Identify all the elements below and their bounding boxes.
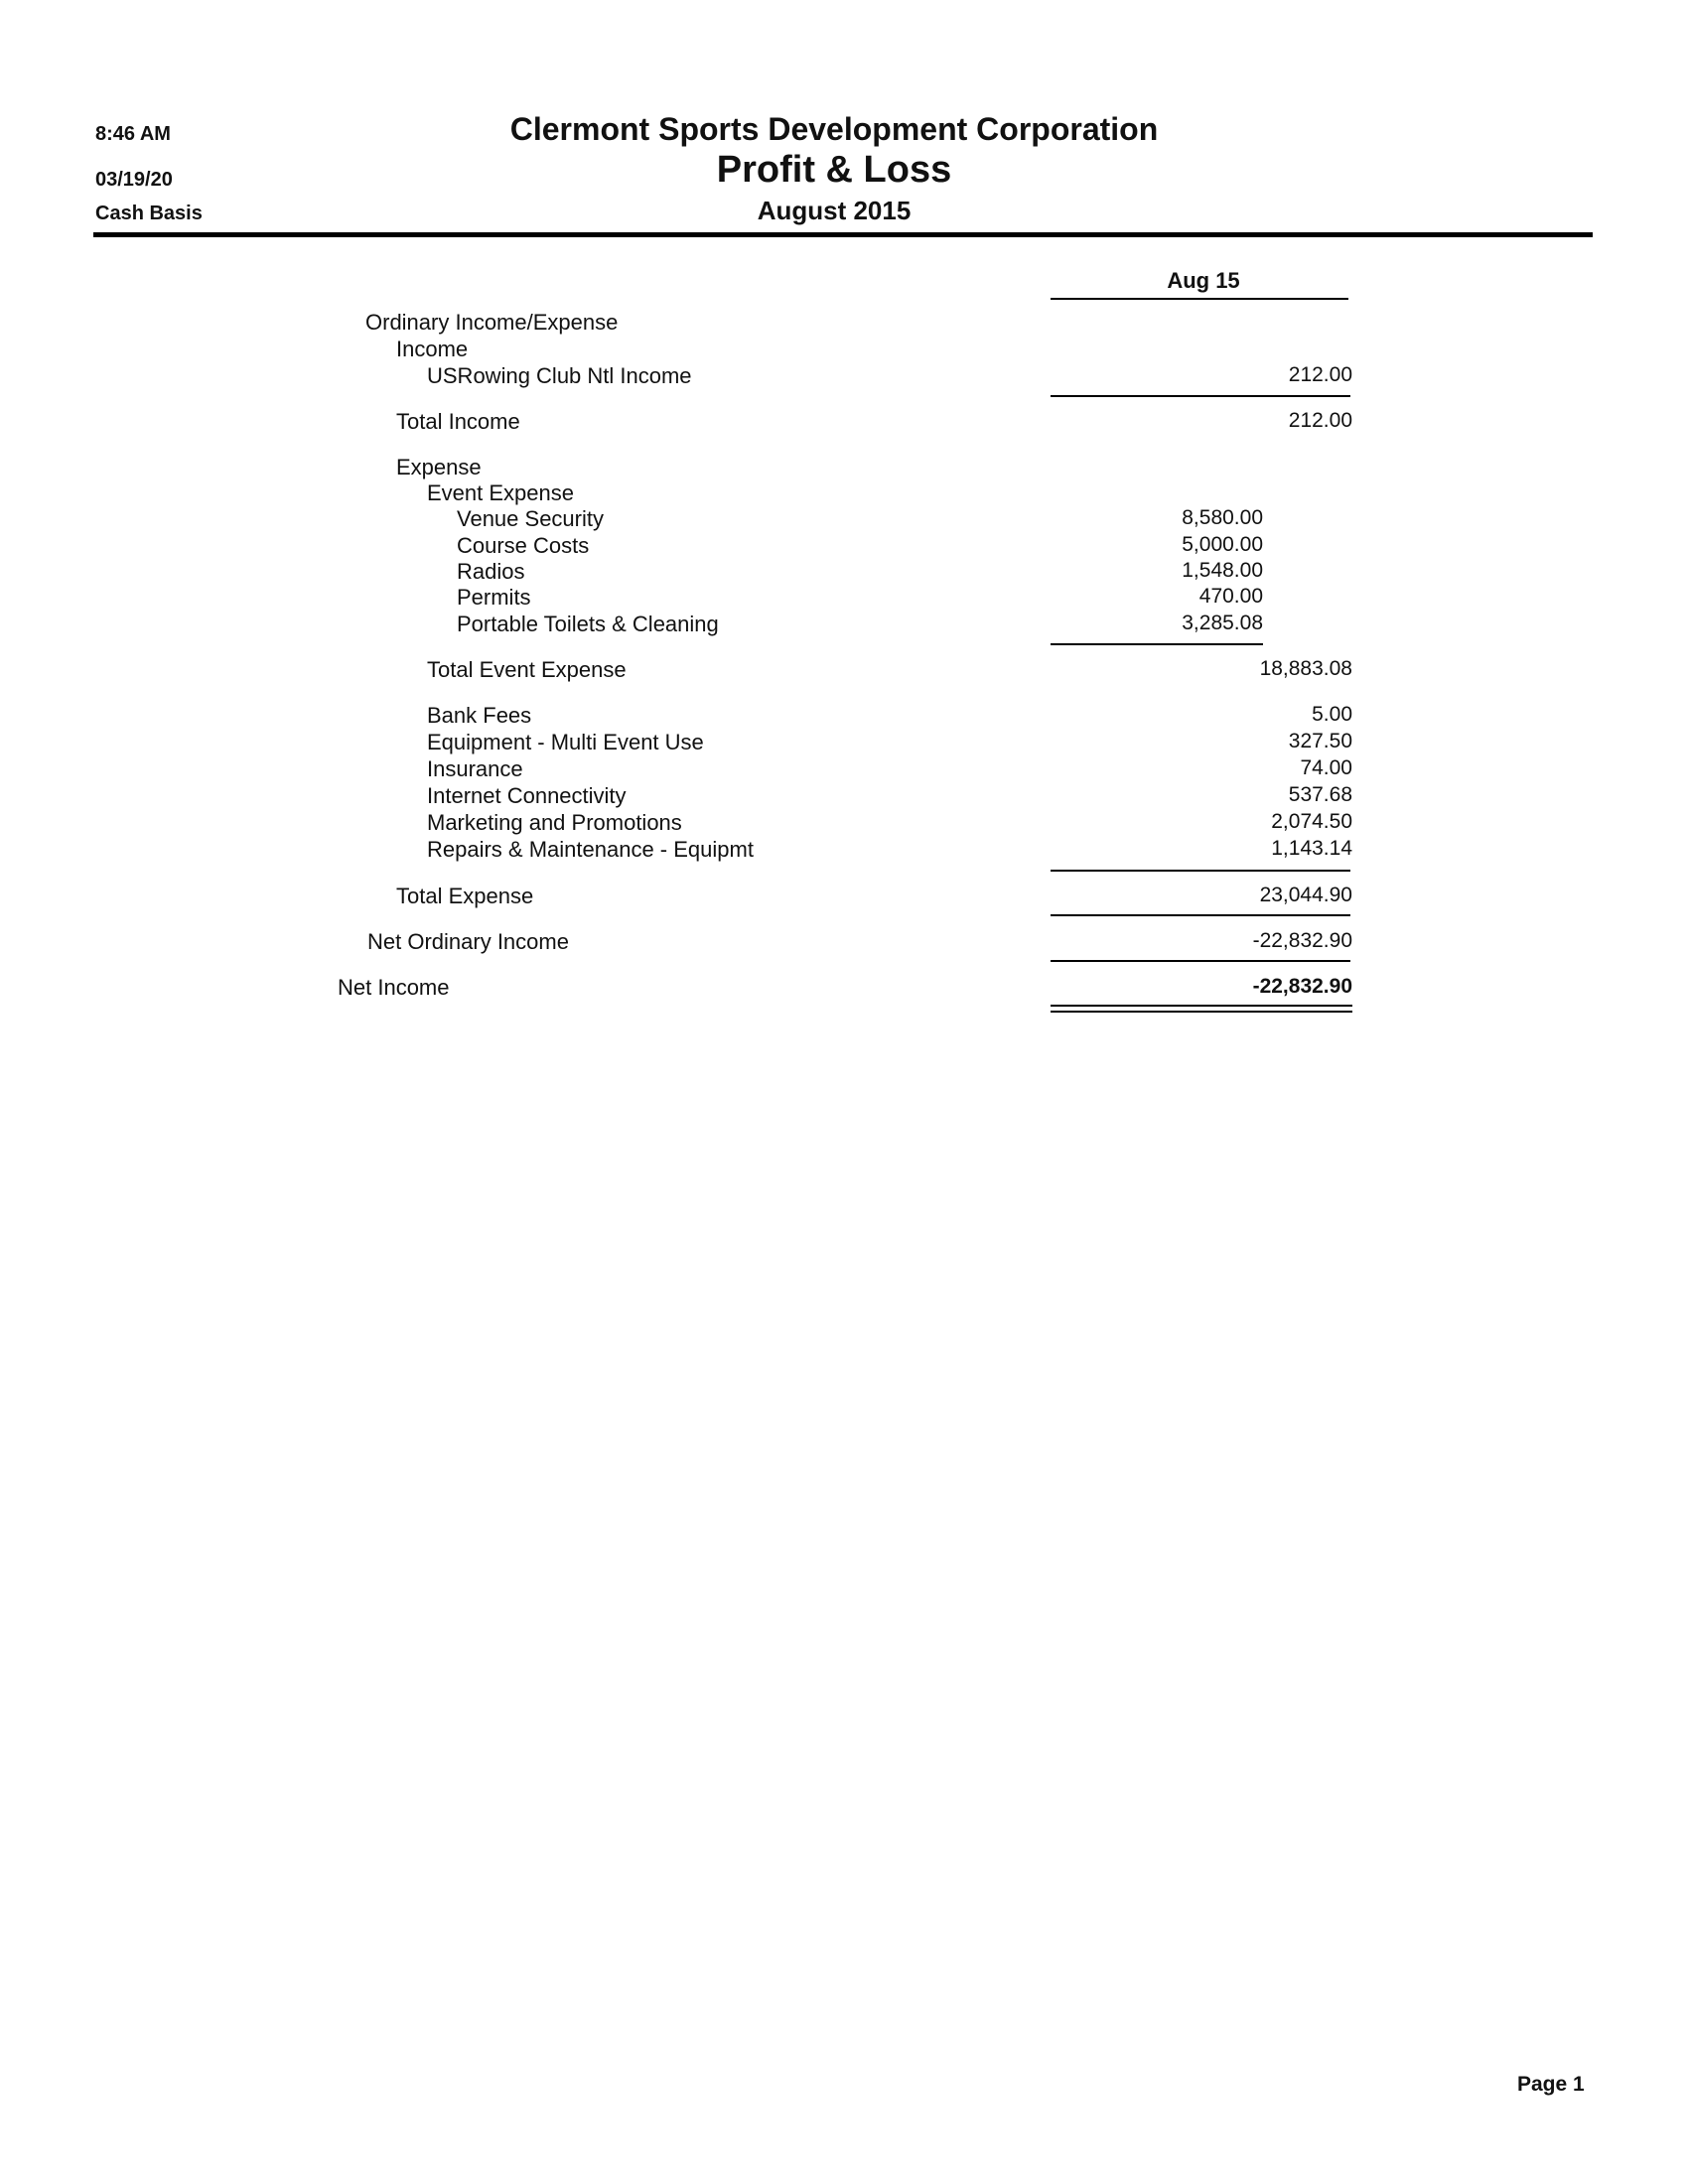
total-expense-value: 23,044.90 — [1259, 884, 1352, 906]
total-expense-label: Total Expense — [396, 884, 534, 908]
event-item-value: 8,580.00 — [1182, 506, 1263, 529]
total-income-value: 212.00 — [1288, 409, 1352, 432]
event-item-value: 5,000.00 — [1182, 533, 1263, 556]
net-ordinary-income-value: -22,832.90 — [1252, 929, 1352, 952]
section-event-expense: Event Expense — [427, 480, 574, 505]
event-item-value: 470.00 — [1198, 585, 1263, 608]
report-title: Profit & Loss — [716, 149, 952, 191]
event-item-label: Portable Toilets & Cleaning — [457, 612, 719, 636]
expense-item-value: 5.00 — [1312, 703, 1352, 726]
expense-item-label: Repairs & Maintenance - Equipmt — [427, 837, 754, 862]
page-number: Page 1 — [1517, 2073, 1585, 2096]
report-period: August 2015 — [757, 196, 912, 225]
expense-item-label: Marketing and Promotions — [427, 810, 682, 835]
income-subtotal-rule — [1051, 395, 1350, 397]
event-item-label: Course Costs — [457, 533, 590, 558]
accounting-basis: Cash Basis — [95, 203, 203, 224]
expense-item-value: 1,143.14 — [1271, 837, 1352, 860]
net-income-rule — [1051, 960, 1350, 962]
net-ordinary-rule — [1051, 914, 1350, 916]
section-income: Income — [396, 337, 469, 361]
expense-item-value: 537.68 — [1288, 783, 1352, 806]
expense-item-label: Equipment - Multi Event Use — [427, 730, 704, 754]
income-item-value: 212.00 — [1288, 363, 1352, 386]
event-item-label: Permits — [457, 585, 531, 610]
company-name: Clermont Sports Development Corporation — [509, 111, 1159, 147]
section-ordinary-income-expense: Ordinary Income/Expense — [365, 310, 619, 335]
net-income-double-rule-top — [1051, 1005, 1352, 1007]
expense-item-value: 2,074.50 — [1271, 810, 1352, 833]
expense-item-label: Insurance — [427, 756, 523, 781]
net-income-double-rule-bottom — [1051, 1011, 1352, 1013]
total-income-label: Total Income — [396, 409, 520, 434]
expense-item-label: Bank Fees — [427, 703, 532, 728]
event-item-label: Venue Security — [457, 506, 604, 531]
column-header-rule — [1051, 298, 1348, 300]
header-rule — [93, 232, 1593, 237]
event-subtotal-rule — [1051, 643, 1263, 645]
net-ordinary-income-label: Net Ordinary Income — [367, 929, 569, 954]
report-time: 8:46 AM — [95, 123, 171, 145]
expense-item-label: Internet Connectivity — [427, 783, 627, 808]
report-date: 03/19/20 — [95, 169, 173, 191]
expense-item-value: 74.00 — [1300, 756, 1352, 779]
event-item-label: Radios — [457, 559, 525, 584]
net-income-value: -22,832.90 — [1252, 975, 1352, 998]
event-item-value: 3,285.08 — [1182, 612, 1263, 634]
expense-item-value: 327.50 — [1288, 730, 1352, 752]
net-income-label: Net Income — [338, 975, 450, 1000]
section-expense: Expense — [396, 455, 482, 479]
total-event-expense-value: 18,883.08 — [1259, 657, 1352, 680]
column-header: Aug 15 — [1167, 268, 1240, 293]
total-event-expense-label: Total Event Expense — [427, 657, 627, 682]
event-item-value: 1,548.00 — [1182, 559, 1263, 582]
income-item-label: USRowing Club Ntl Income — [427, 363, 692, 388]
expense-subtotal-rule — [1051, 870, 1350, 872]
